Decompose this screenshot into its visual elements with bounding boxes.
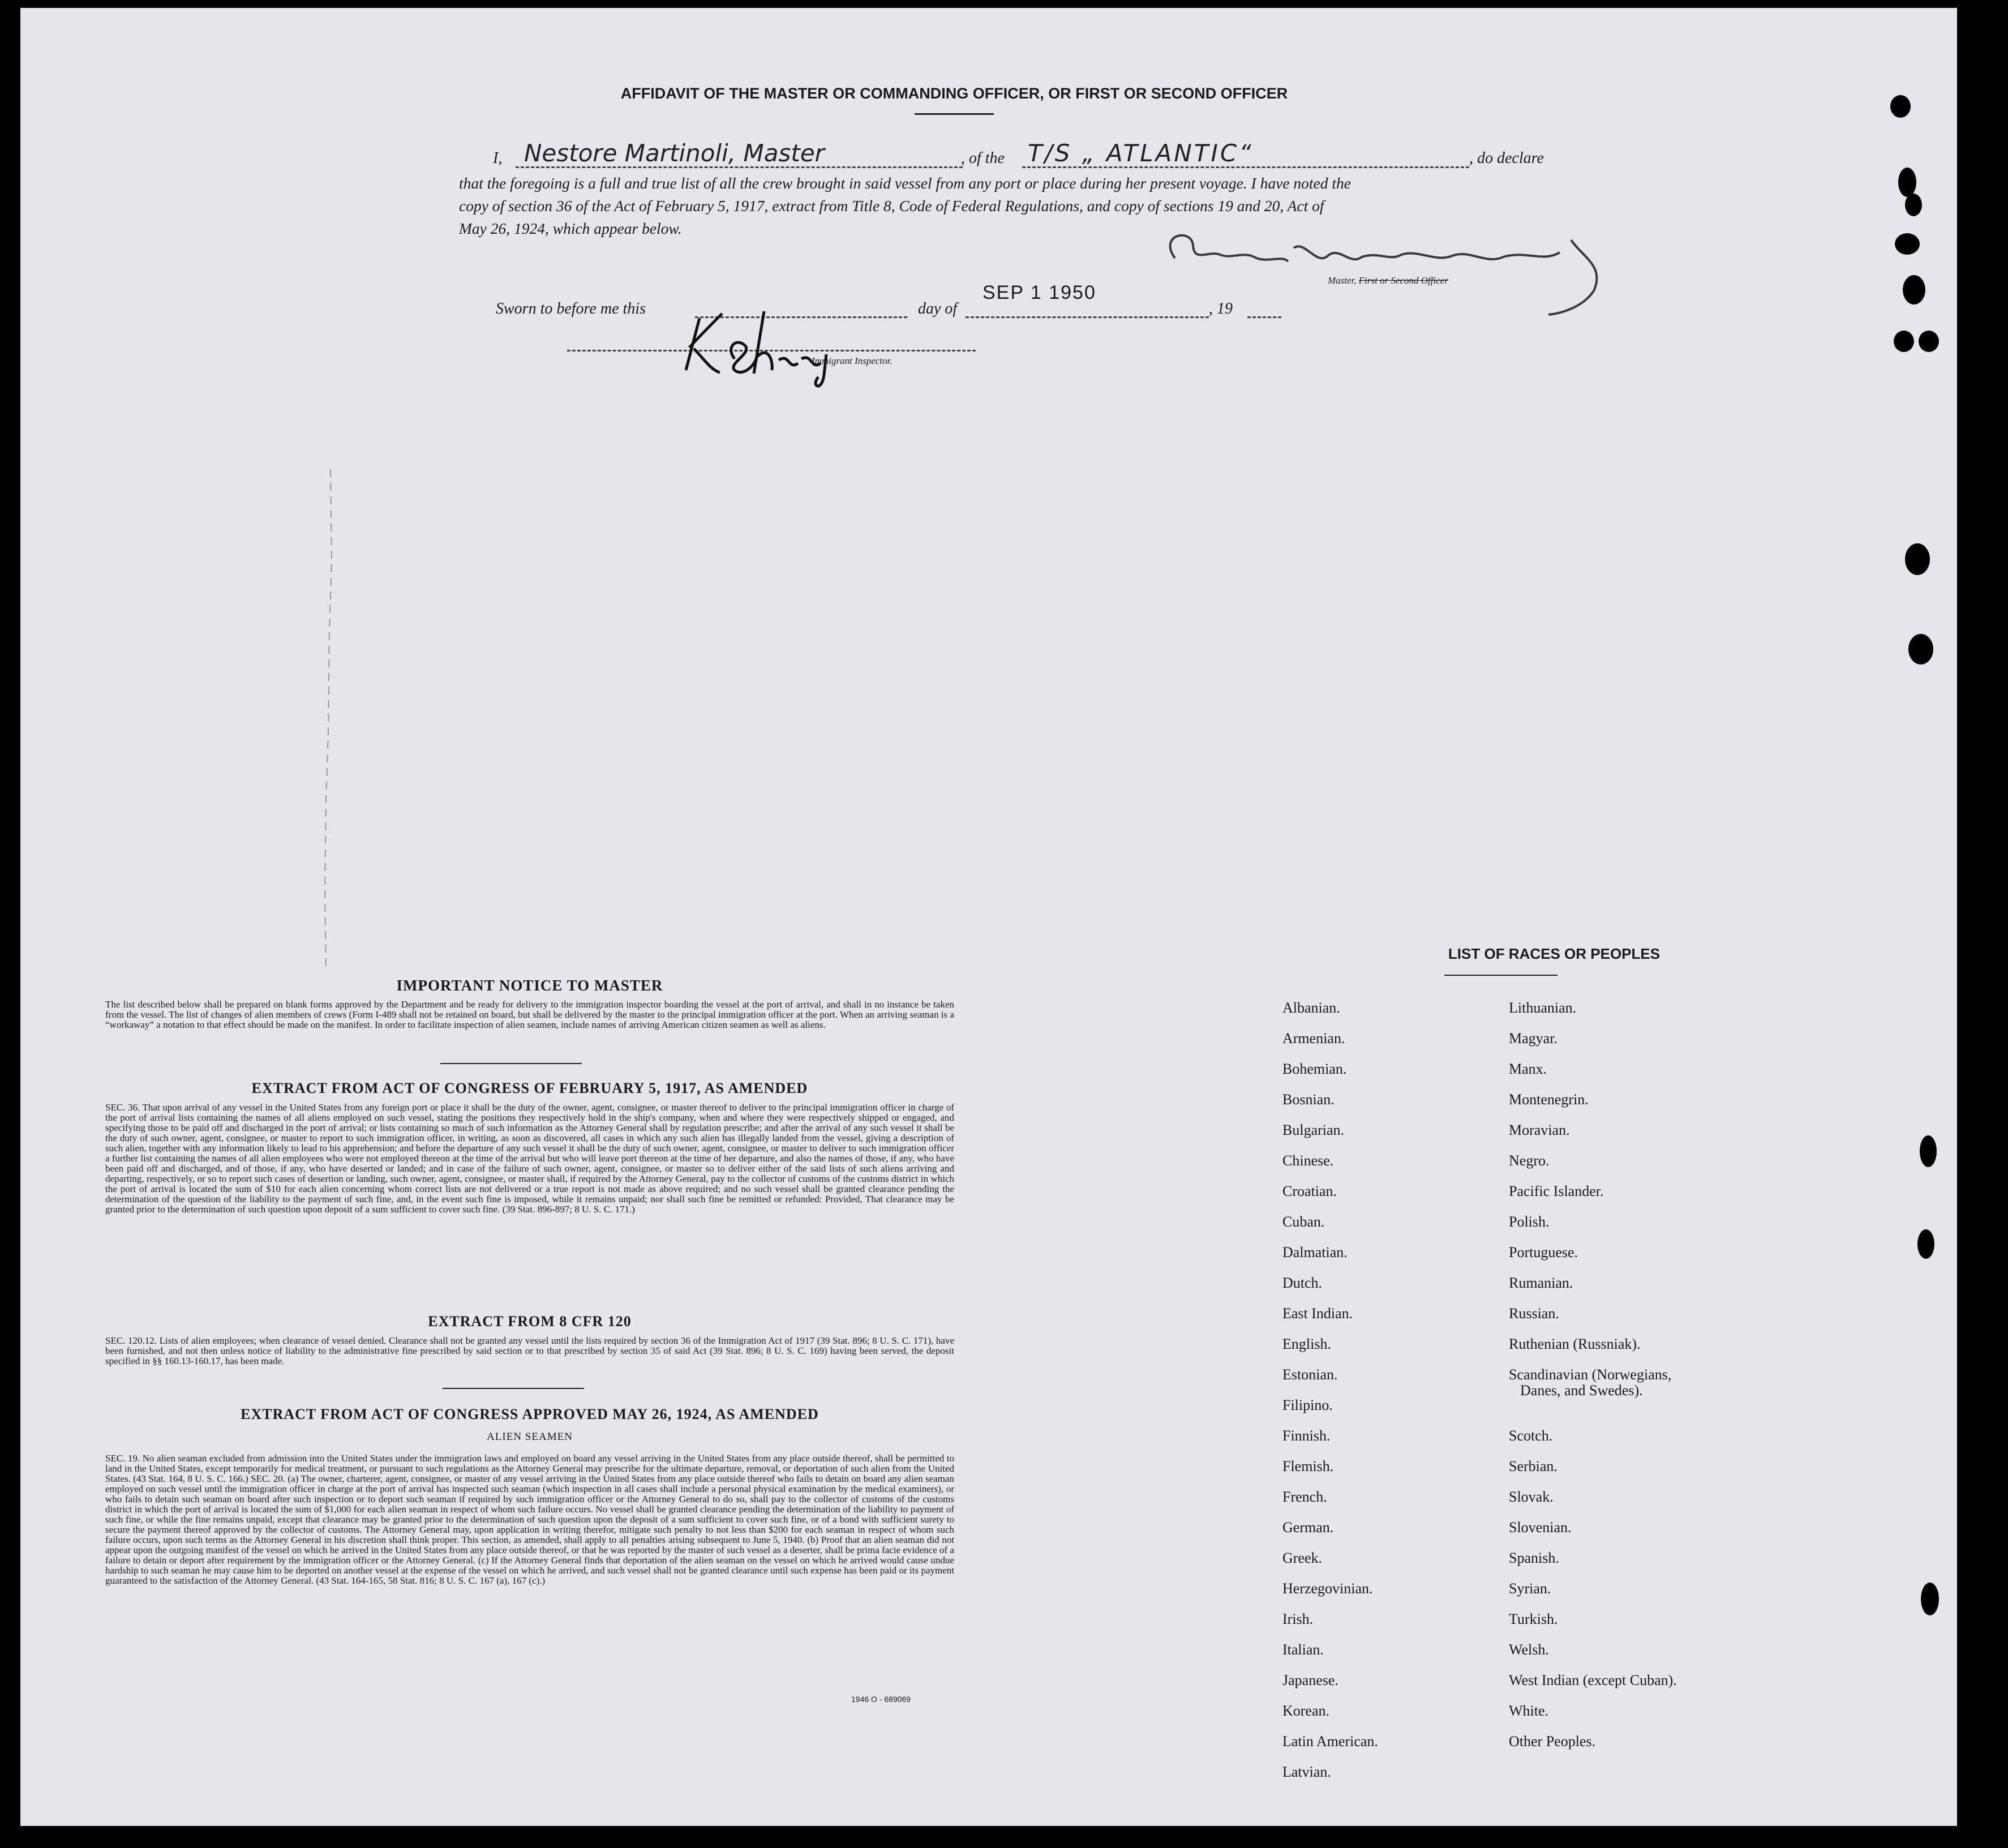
struck-officer-text: First or Second Officer — [1358, 275, 1448, 286]
race-item: Pacific Islander. — [1509, 1183, 1604, 1199]
punch-hole — [1917, 1229, 1934, 1259]
race-item: Japanese. — [1282, 1672, 1338, 1688]
affidavit-title: AFFIDAVIT OF THE MASTER OR COMMANDING OFFICER, OR FIRST OR SECOND OFFICER — [620, 85, 1288, 102]
race-item: French. — [1282, 1489, 1327, 1505]
race-item: Slovak. — [1509, 1489, 1554, 1505]
races-divider — [1444, 975, 1558, 976]
punch-hole — [1921, 1583, 1939, 1615]
punch-hole — [1908, 634, 1933, 664]
race-item: Spanish. — [1509, 1550, 1559, 1566]
race-item: Danes, and Swedes). — [1520, 1382, 1643, 1399]
race-item: Ruthenian (Russniak). — [1509, 1336, 1641, 1352]
notice-divider — [440, 1063, 582, 1064]
affidavit-body-line-1: that the foregoing is a full and true list of all the crew brought in said vessel from any port or place during her present voyage. I have noted the — [459, 174, 1351, 192]
races-title: LIST OF RACES OR PEOPLES — [1448, 945, 1661, 962]
punch-hole — [1920, 1135, 1937, 1167]
race-item: Moravian. — [1509, 1122, 1570, 1138]
race-item: Russian. — [1509, 1305, 1559, 1322]
notice-text: The list described below shall be prepared on blank forms approved by the Department and be ready for delivery to the immigration inspector boarding the vessel at the port of arrival, and shall in no instance be taken from the vessel. The list of changes of alien members of crews (Form I-489 shall not be retained on board, but shall be delivered by the master to the principal immigration officer at the port. When an arriving seaman is a “workaway” a notation to that effect should be made on the manifest. In order to facilitate inspection of alien seamen, include names of arriving American citizen seamen as well as aliens. — [105, 999, 954, 1030]
title-divider — [915, 113, 994, 115]
race-item: Flemish. — [1282, 1458, 1334, 1474]
race-item: Manx. — [1509, 1061, 1547, 1077]
extract-cfr-text: SEC. 120.12. Lists of alien employees; when clearance of vessel denied. Clearance shall not be granted any vessel until the lists required by section 36 of the Immigration Act of 1917 (39 Stat. 896; 8 U. S. C. 171), have been furnished, and not then unless notice of liability to the administrative fine prescribed by said section or to that prescribed by section 35 of said Act (39 Stat. 896; 8 U. S. C. 169) having been served, the deposit specified in §§ 160.13-160.17, has been made. — [105, 1335, 954, 1366]
race-item: Cuban. — [1282, 1214, 1325, 1230]
i-label: I, — [493, 149, 503, 167]
race-item: Herzegovinian. — [1282, 1580, 1373, 1597]
race-item: West Indian (except Cuban). — [1509, 1672, 1677, 1688]
race-item: Bulgarian. — [1282, 1122, 1345, 1138]
race-item: Latvian. — [1282, 1764, 1331, 1780]
extract-1924-title: EXTRACT FROM ACT OF CONGRESS APPROVED MAY 26, 1924, AS AMENDED — [241, 1406, 819, 1422]
race-item: Magyar. — [1509, 1030, 1558, 1047]
race-item: Negro. — [1509, 1152, 1550, 1169]
month-line — [966, 316, 1209, 318]
notice-title: IMPORTANT NOTICE TO MASTER — [396, 977, 663, 994]
race-item: Montenegrin. — [1509, 1091, 1589, 1108]
race-item: White. — [1509, 1703, 1549, 1719]
race-item: Croatian. — [1282, 1183, 1337, 1199]
race-item: Dalmatian. — [1282, 1244, 1348, 1260]
race-item: Lithuanian. — [1509, 1000, 1577, 1016]
extract-cfr-title: EXTRACT FROM 8 CFR 120 — [428, 1313, 632, 1330]
master-caption-text: Master, — [1328, 275, 1357, 286]
punch-hole — [1895, 233, 1920, 255]
race-item: Turkish. — [1509, 1611, 1558, 1627]
punch-hole — [1919, 331, 1939, 352]
punch-hole — [1905, 543, 1930, 575]
year-line — [1247, 316, 1281, 318]
race-item: Greek. — [1282, 1550, 1323, 1566]
declare-label: , do declare — [1469, 149, 1544, 167]
race-item: East Indian. — [1282, 1305, 1353, 1322]
race-item: Estonian. — [1282, 1366, 1338, 1383]
race-item: Korean. — [1282, 1703, 1330, 1719]
race-item: Bohemian. — [1282, 1061, 1347, 1077]
year-label: , 19 — [1209, 300, 1233, 318]
race-item: Slovenian. — [1509, 1519, 1572, 1536]
extract-1917-title: EXTRACT FROM ACT OF CONGRESS OF FEBRUARY 5, 1917, AS AMENDED — [251, 1080, 808, 1096]
master-name-handwritten: Nestore Martinoli, Master — [524, 139, 825, 167]
race-item: Finnish. — [1282, 1427, 1331, 1444]
race-item: Scandinavian (Norwegians, — [1509, 1366, 1672, 1383]
punch-hole — [1894, 331, 1914, 352]
race-item: Rumanian. — [1509, 1275, 1573, 1291]
race-item: English. — [1282, 1336, 1331, 1352]
race-item: Irish. — [1282, 1611, 1314, 1627]
punch-hole — [1898, 168, 1916, 197]
date-stamp: SEP 1 1950 — [982, 282, 1096, 303]
punch-hole — [1903, 275, 1925, 305]
sworn-label: Sworn to before me this — [496, 300, 646, 318]
race-item: Serbian. — [1509, 1458, 1558, 1474]
print-code: 1946 O - 689069 — [851, 1695, 911, 1704]
cfr-divider — [443, 1388, 584, 1389]
race-item: Welsh. — [1509, 1641, 1549, 1658]
document-page — [20, 8, 1957, 1826]
punch-hole — [1905, 194, 1922, 216]
affidavit-body-line-3: May 26, 1924, which appear below. — [459, 220, 682, 237]
affidavit-body-line-2: copy of section 36 of the Act of February 5, 1917, extract from Title 8, Code of Federal Regulations, and copy of sections 19 and 20, Act of — [459, 197, 1324, 215]
day-of-label: day of — [918, 300, 958, 318]
sworn-day-line — [695, 316, 907, 318]
inspector-line — [567, 350, 976, 351]
extract-1917-text: SEC. 36. That upon arrival of any vessel in the United States from any foreign port or place it shall be the duty of the owner, agent, consignee, or master thereof to deliver to the principal immigration officer in charge of the port of arrival lists containing the names of all aliens employed on such vessel, stating the positions they respectively hold in the ship's company, when and where they were respectively shipped or engaged, and specifying those to be paid off and discharged in the port of arrival; or lists containing so much of such information as the Attorney General shall by regulation prescribe; and after the arrival of any such vessel it shall be the duty of such owner, agent, consignee, or master to report to such immigration officer, in writing, as soon as discovered, all cases in which any such alien has illegally landed from the vessel, giving a description of such alien, together with any information likely to lead to his apprehension; and before the departure of any such vessel it shall be the duty of such owner, agent, consignee, or master to deliver to such immigration officer a further list containing the names of all alien employees who were not employed thereon at the time of the arrival but who will leave port thereon at the time of her departure, and also the names of those, if any, who have been paid off and discharged, and of those, if any, who have deserted or landed; and in case of the failure of such owner, agent, consignee, or master so to deliver either of the said lists of such aliens arriving and departing, respectively, or so to report such cases of desertion or landing, such owner, agent, consignee, or master shall, if required by the Attorney General, pay to the collector of customs of the customs district in which the port of arrival is located the sum of $10 for each alien concerning whom correct lists are not delivered or a true report is not made as above required; and no such vessel shall be granted clearance pending the determination of the question of the liability to the payment of such fine, and, in the event such fine is imposed, while it remains unpaid; nor shall such fine be remitted or refunded: Provided, That clearance may be granted prior to the determination of such question upon deposit of a sum sufficient to cover such fine. (39 Stat. 896-897; 8 U. S. C. 171.) — [105, 1102, 954, 1215]
race-item: Dutch. — [1282, 1275, 1323, 1291]
race-item: Albanian. — [1282, 1000, 1340, 1016]
race-item: Filipino. — [1282, 1397, 1333, 1413]
punch-hole — [1890, 95, 1911, 118]
race-item: Latin American. — [1282, 1733, 1378, 1750]
race-item: Syrian. — [1509, 1580, 1551, 1597]
race-item: Polish. — [1509, 1214, 1550, 1230]
extract-1924-text: SEC. 19. No alien seaman excluded from admission into the United States under the immigration laws and employed on board any vessel arriving in the United States from any place outside thereof, shall be permitted to land in the United States, except temporarily for medical treatment, or pursuant to such regulations as the Attorney General may prescribe for the ultimate departure, removal, or deportation of such alien from the United States. (43 Stat. 164, 8 U. S. C. 166.) SEC. 20. (a) The owner, charterer, agent, consignee, or master of any vessel arriving in the United States from any place outside thereof who fails to detain on board any alien seaman employed on such vessel until the immigration officer in charge at the port of arrival has inspected such seaman (which inspection in all cases shall include a personal physical examination by the medical examiners), or who fails to detain such seaman on board after such inspection or to deport such seaman if required by such immigration officer or the Attorney General to do so, shall pay to the collector of customs of the customs district in which the port of arrival is located the sum of $1,000 for each alien seaman in respect of whom such failure occurs. No vessel shall be granted clearance pending the determination of the liability to payment of such fine, or while the fine remains unpaid, except that clearance may be granted prior to the determination of such question upon the deposit of a sum sufficient to cover such fine, or of a bond with sufficient surety to secure the payment thereof approved by the collector of customs. The Attorney General may, upon application in writing therefor, mitigate such penalty to not less than $200 for each seaman in respect of whom such failure occurs, upon such terms as the Attorney General in his discretion shall think proper. This section, as amended, shall apply to all penalties arising subsequent to June 5, 1940. (b) Proof that an alien seaman did not appear upon the outgoing manifest of the vessel on which he arrived in the United States from any place outside thereof, or that he was reported by the master of such vessel as a deserter, shall be prima facie evidence of a failure to detain or deport after requirement by the immigration officer or the Attorney General. (c) If the Attorney General finds that deportation of the alien seaman on the vessel on which he arrived would cause undue hardship to such seaman he may cause him to be deported on another vessel at the expense of the vessel on which he arrived, and such vessel shall not be granted clearance until such expense has been paid or its payment guaranteed to the satisfaction of the Attorney General. (43 Stat. 164-165, 58 Stat. 816; 8 U. S. C. 167 (a), 167 (c).) — [105, 1453, 954, 1586]
race-item: German. — [1282, 1519, 1334, 1536]
race-item: Scotch. — [1509, 1427, 1553, 1444]
of-the-label: , of the — [961, 149, 1005, 167]
race-item: Armenian. — [1282, 1030, 1345, 1047]
race-item: Bosnian. — [1282, 1091, 1335, 1108]
race-item: Portuguese. — [1509, 1244, 1578, 1260]
race-item: Italian. — [1282, 1641, 1324, 1658]
inspector-caption: Immigrant Inspector. — [812, 355, 893, 366]
race-item: Chinese. — [1282, 1152, 1334, 1169]
master-caption — [1328, 275, 1448, 286]
race-item: Other Peoples. — [1509, 1733, 1596, 1750]
extract-1924-subtitle: ALIEN SEAMEN — [487, 1431, 573, 1443]
vessel-name-handwritten: T/S „ ATLANTIC“ — [1028, 139, 1254, 167]
